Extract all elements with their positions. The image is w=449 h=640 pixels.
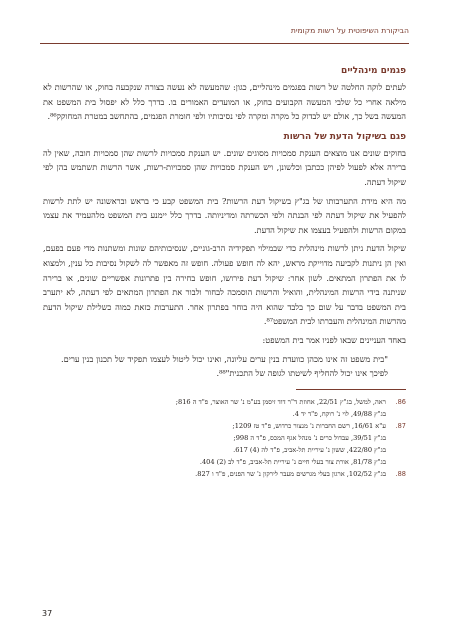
footnote-line: ע"א 16/61, רשם החברות נ' מנצור כרדוש, פ"ד טז 1209; <box>232 421 386 430</box>
block-quote: "בית משפט זה אינו מכהן כוועדת בנין ערים עליונה, ואינו יכול ליטול לעצמו תפקיד של תכנון בנין ערים. לפיכך אינו יכול להחליף לשיטתו לגופה של התכנית"⁸⁸. <box>61 353 388 379</box>
footnote-line: בג"ץ 49/88, לוי נ' רוקח, פ"ד יד 4. <box>292 409 386 418</box>
body-paragraph: מה היא מידת התערבותו של בג"ץ בשיקול דעת הרשות? בית המשפט קבע כי בראש ובראשונה יש לתת לרשות להפעיל את שיקול דעתה לפי הבנתה ולפי הכשרתה ומדיניותה. בדרך כלל יימנע בית המשפט מלהעמיד את עצמו במקום הרשות ולהפעיל בעצמו את שיקול הדעת. <box>43 195 406 235</box>
footnote-line: בג"ץ 422/80, ששון נ' עיריית תל-אביב, פ"ד לה (4) 617. <box>233 445 386 454</box>
section-heading: פגם בשיקול הדעת של הרשות <box>283 131 406 142</box>
page-number: 37 <box>42 609 53 618</box>
footnote-number: 87. <box>395 421 406 430</box>
footnote <box>43 396 406 420</box>
body-paragraph: באחד העניינים שבאו לפניו אמר בית המשפט: <box>262 334 406 345</box>
body-paragraph: שיקול הדעת ניתן לרשות מינהלית כדי שבמילוי תפקידיה הרב-גוניים, שנסיבותיהם שונות ומשתנות מדי פעם בפעם, ואין הן ניתנות לקביעה מדוייקת מראש, יהא לה חופש פעולה. חופש זה מאפשר לה לשקול נסיבות כל ענין, ולמצוא לו את הפתרון המתאים. לשון אחר: שיקול דעת פירושו, חופש בחירה בין פתרונות אפשריים שונים, או ברירה שניתנה בידי הרשות המינהלית, והואיל והרשות הוסמכה לבחור ולבור את הפתרון המתאים לפי דעתה, לא יתערב בית המשפט בדבר על שום כך בלבד שהוא היה בוחר בפתרון אחר. התערבות כזאת כמוה כשלילת שיקול הדעת מהרשות המינהלית והעברתו לבית המשפט⁸⁷. <box>43 243 406 327</box>
running-header-title: הביקורת השיפוטית על רשות מקומית <box>290 26 409 35</box>
section-heading: פגמים מינהליים <box>341 66 406 76</box>
footnote <box>43 456 406 468</box>
footnote-line: ראה, למשל, בג"ץ 22/51, אחוזת ד"ר דוד זיסמן בע"מ נ' שר האוצר, פ"ד ה 816; <box>175 397 386 406</box>
footnote-number: 86. <box>395 397 406 406</box>
footnote-separator <box>296 389 406 390</box>
body-paragraph: לעתים לוקה החלטה של רשות בפגמים מינהליים, כגון: שהמעשה לא נעשה בצורה שנקבעה בחוק, או שהרשות לא מילאה אחרי כל שלבי המעשה הקבועים בחוק, או המועדים האמורים בו. בדרך כלל לא יפסול בית המשפט את המעשה בשל כך, אולם יש לבדוק כל מקרה ומקרה לפי נסיבותיו ולפי חומרת הפגמים, בהתחשב במטרת המחוקק⁸⁶. <box>43 82 406 122</box>
footnote-line: בג"ץ 39/51, עבדול כרים נ' מנהל אגף המכס, פ"ד ה 998; <box>233 433 386 442</box>
footnote-line: בג"ץ 81/78, אורת צור בעלי חיים נ' עיריית תל-אביב, פ"ד לב (2) 404. <box>199 457 386 466</box>
footnote-number <box>386 456 406 468</box>
header-rule <box>40 43 409 44</box>
footnote <box>43 468 406 480</box>
footnote-line: בג"ץ 102/52, ארגון בעלי מגרשים מעבר לירקון נ' שר הפנים, פ"ד ו 827. <box>195 469 386 478</box>
page-body <box>43 58 406 480</box>
footnote <box>43 420 406 456</box>
body-paragraph: בחוקים שונים אנו מוצאים הענקת סמכויות מסוגים שונים. יש הענקת סמכויות לרשות שהן סמכויות חובה, שאין לה ברירה אלא לפעול לפיהן ככתבן וכלשונן, ויש הענקת סמכויות שהן סמכויות-רשות, אשר הרשות תשתמש בהן לפי שיקול דעתה. <box>43 147 406 187</box>
footnote-number: 88. <box>395 469 406 478</box>
